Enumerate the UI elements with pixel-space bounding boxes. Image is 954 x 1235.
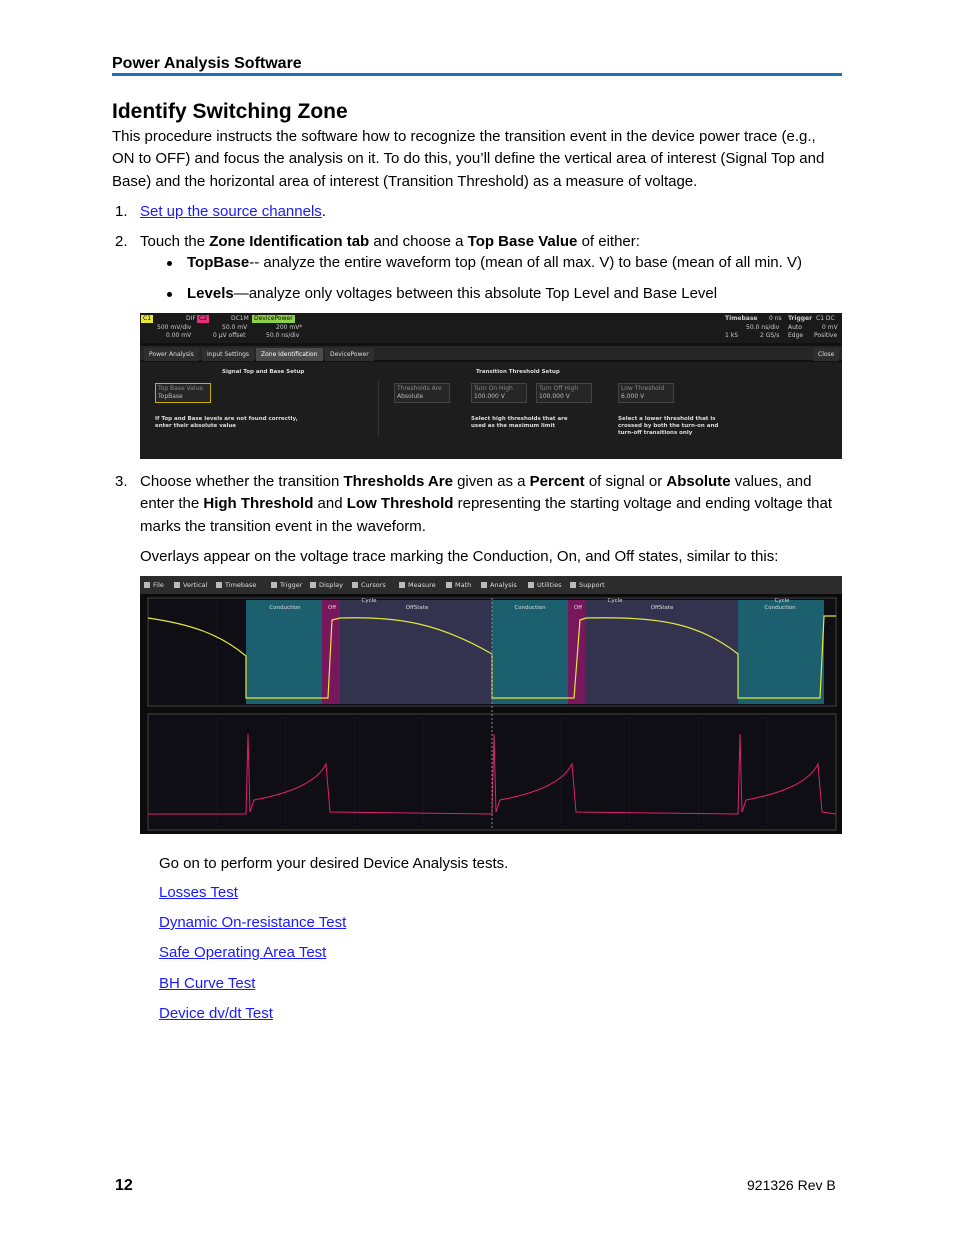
thresholds-are-select[interactable] — [394, 383, 450, 403]
field-label: Top Base Value — [158, 385, 204, 392]
zone-label: OffState — [405, 605, 429, 611]
zone-label: Conduction — [269, 605, 301, 611]
offstate-zone — [340, 600, 492, 704]
step-text: representing the starting voltage and ending voltage that marks the transition event in the waveform. — [140, 495, 833, 535]
timebase-samples: 1 kS — [725, 332, 739, 339]
go-on-text: Go on to perform your desired Device Analysis tests. — [159, 855, 509, 872]
bh-curve-test-link[interactable]: BH Curve Test — [159, 975, 256, 992]
timebase-icon — [216, 582, 222, 588]
timebase-label: Timebase — [725, 315, 758, 322]
signal-group-title: Signal Top and Base Setup — [222, 369, 305, 375]
step-bold: Absolute — [666, 473, 731, 490]
menu-measure[interactable] — [399, 576, 436, 594]
step-text: . — [321, 203, 326, 220]
overlay-description: Overlays appear on the voltage trace marking the Conduction, On, and Off states, similar to this: — [140, 548, 779, 565]
menu-label: Support — [579, 581, 605, 589]
step-text: values, and enter the — [140, 473, 812, 513]
field-value: TopBase — [158, 393, 183, 400]
menu-file[interactable] — [144, 576, 164, 594]
intro-paragraph: This procedure instructs the software how to recognize the transition event in the device power trace (e.g., ON to OFF) and focus the analysis on it. To do this, you’ll define the vertical area of interest (Signal Top and Base) and the horizontal area of interest (Transition Threshold) as a measure of voltage. — [112, 128, 825, 190]
step-number: 3. — [115, 473, 128, 490]
menu-label: Measure — [408, 581, 436, 589]
c2-chip: C2 — [199, 315, 208, 322]
step-bold: High Threshold — [203, 495, 314, 513]
trigger-level: 0 mV — [822, 324, 838, 331]
zone-label: Off — [327, 605, 337, 611]
timebase-tdiv: 50.0 ns/div — [746, 324, 780, 331]
waveform-display — [140, 594, 842, 834]
c1-offset: 0.00 mV — [166, 332, 192, 339]
menu-display[interactable] — [310, 576, 343, 594]
timebase-rate: 2 GS/s — [760, 332, 780, 339]
menu-label: Vertical — [183, 581, 208, 589]
step-text: and choose a — [369, 233, 468, 250]
menu-timebase[interactable] — [216, 576, 256, 594]
bullet-icon — [167, 292, 172, 297]
field-label: Thresholds Are — [397, 385, 442, 392]
trigger-icon — [271, 582, 277, 588]
measure-icon — [399, 582, 405, 588]
step-text: of signal or — [584, 473, 667, 490]
step-bold: Thresholds Are — [343, 473, 453, 490]
cycle-label: Cycle — [607, 598, 623, 604]
turn-on-high-input[interactable] — [471, 383, 527, 403]
cycle-label: Cycle — [774, 598, 790, 604]
device-dvdt-test-link[interactable]: Device dv/dt Test — [159, 1005, 273, 1022]
bullet-icon — [167, 261, 172, 266]
c1-vdiv: 500 mV/div — [157, 324, 192, 331]
menu-math[interactable] — [446, 576, 471, 594]
zone-label: Off — [573, 605, 583, 611]
zone-label: OffState — [650, 605, 674, 611]
trigger-mode: Auto — [788, 324, 802, 331]
bullet-text: -- analyze the entire waveform top (mean of all max. V) to base (mean of all min. V) — [249, 254, 802, 271]
tab-power-analysis[interactable]: Power Analysis — [144, 348, 199, 361]
trigger-type: Edge — [788, 332, 804, 339]
step-text: and — [313, 495, 347, 513]
page-number: 12 — [115, 1177, 133, 1194]
off-zone — [322, 600, 340, 704]
c2-mode: DC1M — [231, 315, 249, 322]
field-value: 6.000 V — [621, 393, 645, 400]
field-value: 100.000 V — [539, 393, 570, 400]
menu-label: Analysis — [490, 581, 517, 589]
menu-support[interactable] — [570, 576, 605, 594]
math-icon — [446, 582, 452, 588]
utilities-icon — [528, 582, 534, 588]
trigger-source: C1 DC — [816, 315, 835, 322]
tab-zone-identification[interactable]: Zone Identification — [256, 348, 323, 361]
trigger-label: Trigger — [788, 315, 813, 322]
display-icon — [310, 582, 316, 588]
step-number: 1. — [115, 203, 128, 220]
step-text: Touch the — [140, 233, 210, 250]
menu-analysis[interactable] — [481, 576, 517, 594]
zone-label: Conduction — [514, 605, 546, 611]
step-text: given as a — [452, 473, 530, 490]
step-text: of either: — [577, 233, 640, 250]
field-value: Absolute — [397, 393, 424, 400]
zone-identification-screenshot — [140, 313, 842, 459]
field-label: Turn On High — [474, 385, 513, 392]
step-text: Choose whether the transition — [140, 473, 344, 490]
low-threshold-note: Select a lower threshold that is crossed by both the turn-on and turn-off transitions only — [618, 416, 719, 436]
file-icon — [144, 582, 150, 588]
tab-input-settings[interactable]: Input Settings — [202, 348, 254, 361]
c2-offset: 0 µV offset — [213, 332, 246, 339]
low-threshold-input[interactable] — [618, 383, 674, 403]
c1-mode: DIF — [186, 315, 196, 322]
cursors-icon — [352, 582, 358, 588]
f1-vdiv: 200 mV* — [276, 324, 303, 331]
top-base-note: If Top and Base levels are not found correctly, enter their absolute value — [155, 416, 298, 429]
divider — [378, 381, 379, 437]
conduction-zone — [492, 600, 568, 704]
vertical-icon — [174, 582, 180, 588]
menu-label: Display — [319, 581, 343, 589]
menu-cursors[interactable] — [352, 576, 386, 594]
c1-chip: C1 — [143, 315, 152, 322]
safe-operating-area-test-link[interactable]: Safe Operating Area Test — [159, 944, 327, 961]
bullet-term: TopBase — [187, 254, 250, 271]
analysis-icon — [481, 582, 487, 588]
high-threshold-note: Select high thresholds that are used as the maximum limit — [471, 416, 568, 429]
header-rule — [112, 73, 842, 76]
cycle-label: Cycle — [361, 598, 377, 604]
support-icon — [570, 582, 576, 588]
top-base-value-select[interactable] — [155, 383, 211, 403]
step-number: 2. — [115, 233, 128, 250]
bullet-term: Levels — [187, 285, 234, 302]
offstate-zone — [586, 600, 738, 704]
field-label: Turn Off High — [539, 385, 579, 392]
step-bold: Zone Identification tab — [209, 233, 370, 250]
timebase-delay: 0 ns — [769, 315, 782, 322]
f1-tdiv: 50.0 ns/div — [266, 332, 300, 339]
c2-vdiv: 50.0 mV — [222, 324, 248, 331]
step-bold: Low Threshold — [346, 495, 454, 513]
menu-label: Trigger — [280, 581, 303, 589]
menu-label: Timebase — [225, 581, 257, 589]
turn-off-high-input[interactable] — [536, 383, 592, 403]
section-title: Identify Switching Zone — [112, 100, 348, 123]
document-revision: 921326 Rev B — [747, 1177, 836, 1193]
menu-vertical[interactable] — [174, 576, 207, 594]
conduction-zone — [246, 600, 322, 704]
field-value: 100.000 V — [474, 393, 505, 400]
close-button[interactable]: Close — [813, 348, 839, 361]
threshold-group-title: Transition Threshold Setup — [476, 369, 560, 375]
menu-label: File — [153, 581, 164, 589]
menu-utilities[interactable] — [528, 576, 561, 594]
menu-trigger[interactable] — [271, 576, 302, 594]
zone-label: Conduction — [764, 605, 796, 611]
f1-chip: DevicePower — [254, 315, 293, 322]
menu-label: Math — [455, 581, 472, 589]
menu-label: Cursors — [361, 581, 386, 589]
waveform-overlay-screenshot — [140, 576, 842, 834]
bullet-text: —analyze only voltages between this absolute Top Level and Base Level — [233, 285, 718, 302]
page-header-title: Power Analysis Software — [112, 55, 302, 72]
menu-label: Utilities — [537, 581, 562, 589]
conduction-zone — [738, 600, 824, 704]
step-bold: Percent — [529, 473, 585, 490]
dynamic-on-resistance-test-link[interactable]: Dynamic On-resistance Test — [159, 914, 347, 931]
field-label: Low Threshold — [621, 385, 665, 392]
tab-devicepower[interactable]: DevicePower — [325, 348, 374, 361]
zone-identification-panel — [140, 362, 842, 459]
trigger-slope: Positive — [814, 332, 838, 339]
step-bold: Top Base Value — [467, 233, 578, 250]
losses-test-link[interactable]: Losses Test — [159, 884, 238, 901]
setup-source-channels-link[interactable]: Set up the source channels — [140, 203, 322, 220]
